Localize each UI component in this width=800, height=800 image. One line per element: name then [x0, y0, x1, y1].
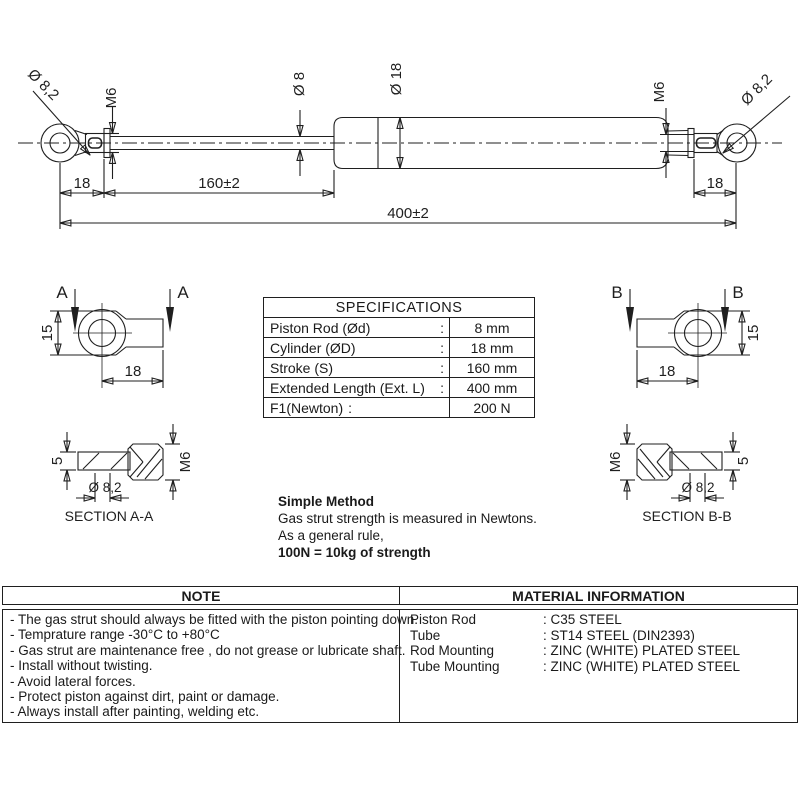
material-value: : ZINC (WHITE) PLATED STEEL — [543, 658, 741, 674]
material-value: : ST14 STEEL (DIN2393) — [543, 627, 695, 643]
section-b-view — [607, 283, 762, 524]
note-item: - Always install after painting, welding etc. — [10, 704, 260, 720]
strut-dimensions — [24, 63, 790, 229]
simple-method-note — [278, 493, 548, 561]
dim-cylinder-diameter: Ø 18 — [388, 62, 405, 96]
spec-label: Extended Length (Ext. L) — [270, 379, 425, 396]
bottom-table-header — [2, 586, 798, 605]
dim-total-length: 400±2 — [387, 205, 429, 222]
section-a-caption: SECTION A-A — [64, 508, 154, 524]
cut-arrow — [626, 307, 634, 332]
material-row — [410, 628, 795, 644]
specifications-title: SPECIFICATIONS — [335, 299, 463, 316]
section-b-caption: SECTION B-B — [642, 508, 732, 524]
simple-method-rule: 100N = 10kg of strength — [278, 545, 431, 560]
note-item: - Gas strut are maintenance free , do not grease or lubricate shaft. — [10, 642, 406, 658]
dim-right-eye-diameter: Ø 8,2 — [737, 70, 776, 109]
material-label: Tube — [410, 627, 441, 643]
dim-left-thread: M6 — [103, 87, 120, 109]
spec-colon: : — [348, 399, 353, 416]
dim-section-a-width: 18 — [124, 363, 142, 380]
simple-method-line: Gas strut strength is measured in Newtons. — [278, 511, 537, 526]
section-marker-a-right: A — [177, 283, 189, 302]
spec-value: 8 mm — [474, 319, 510, 336]
dim-section-b-thickness: 5 — [735, 456, 752, 466]
specifications-table — [263, 297, 535, 418]
note-title: NOTE — [3, 587, 400, 604]
material-label: Rod Mounting — [410, 643, 495, 658]
spec-colon: : — [440, 319, 444, 336]
spec-colon: : — [440, 379, 444, 396]
spec-value: 400 mm — [466, 379, 518, 396]
spec-colon: : — [440, 359, 444, 376]
dim-section-a-height: 15 — [39, 324, 56, 342]
material-label: Piston Rod — [410, 612, 477, 627]
dim-section-b-height: 15 — [745, 324, 762, 342]
dim-stroke-length: 160±2 — [198, 175, 240, 192]
dim-left-eye-length: 18 — [73, 175, 91, 192]
note-list — [3, 610, 418, 722]
section-marker-b-right: B — [732, 283, 744, 302]
dim-left-eye-diameter: Ø 8,2 — [24, 65, 63, 104]
cut-arrow — [71, 307, 79, 332]
table-row — [264, 317, 534, 337]
spec-label: Stroke (S) — [270, 359, 334, 376]
dim-section-b-hole: Ø 8,2 — [681, 480, 715, 495]
dim-section-b-thread: M6 — [607, 451, 624, 473]
dim-section-b-width: 18 — [658, 363, 676, 380]
table-row — [264, 377, 534, 397]
note-item: - The gas strut should always be fitted with the piston pointing down. — [10, 612, 418, 627]
simple-method-title: Simple Method — [278, 494, 375, 509]
spec-colon: : — [440, 339, 444, 356]
cut-arrow — [166, 307, 174, 332]
note-item: - Protect piston against dirt, paint or damage. — [10, 689, 280, 705]
material-value: : C35 STEEL — [543, 612, 622, 627]
table-row — [264, 357, 534, 377]
material-information-title: MATERIAL INFORMATION — [512, 587, 685, 604]
spec-value: 160 mm — [466, 359, 518, 376]
note-item: - Temprature range -30°C to +80°C — [10, 627, 220, 643]
material-row — [410, 659, 795, 675]
note-item: - Install without twisting. — [10, 658, 153, 674]
material-row — [410, 643, 795, 659]
material-row — [410, 612, 795, 628]
dim-right-thread: M6 — [651, 81, 668, 103]
cut-arrow — [721, 307, 729, 332]
dim-rod-diameter: Ø 8 — [291, 71, 308, 97]
material-list — [400, 610, 797, 722]
dim-section-a-thread: M6 — [177, 451, 194, 473]
bottom-table-body — [2, 609, 798, 723]
spec-value: 200 N — [473, 399, 511, 416]
spec-label: Cylinder (ØD) — [270, 339, 356, 356]
dim-section-a-hole: Ø 8,2 — [88, 480, 122, 495]
spec-label: Piston Rod (Ød) — [270, 319, 371, 336]
section-marker-b-left: B — [611, 283, 623, 302]
dim-right-eye-length: 18 — [706, 175, 724, 192]
note-item: - Avoid lateral forces. — [10, 673, 136, 689]
section-a-view — [39, 283, 194, 524]
spec-value: 18 mm — [470, 339, 514, 356]
material-value: : ZINC (WHITE) PLATED STEEL — [543, 643, 741, 658]
table-row — [264, 337, 534, 357]
spec-label: F1(Newton) — [270, 399, 344, 416]
table-row — [264, 397, 534, 417]
material-label: Tube Mounting — [410, 658, 500, 674]
section-marker-a-left: A — [56, 283, 68, 302]
dim-section-a-thickness: 5 — [49, 456, 66, 466]
simple-method-line: As a general rule, — [278, 528, 384, 543]
